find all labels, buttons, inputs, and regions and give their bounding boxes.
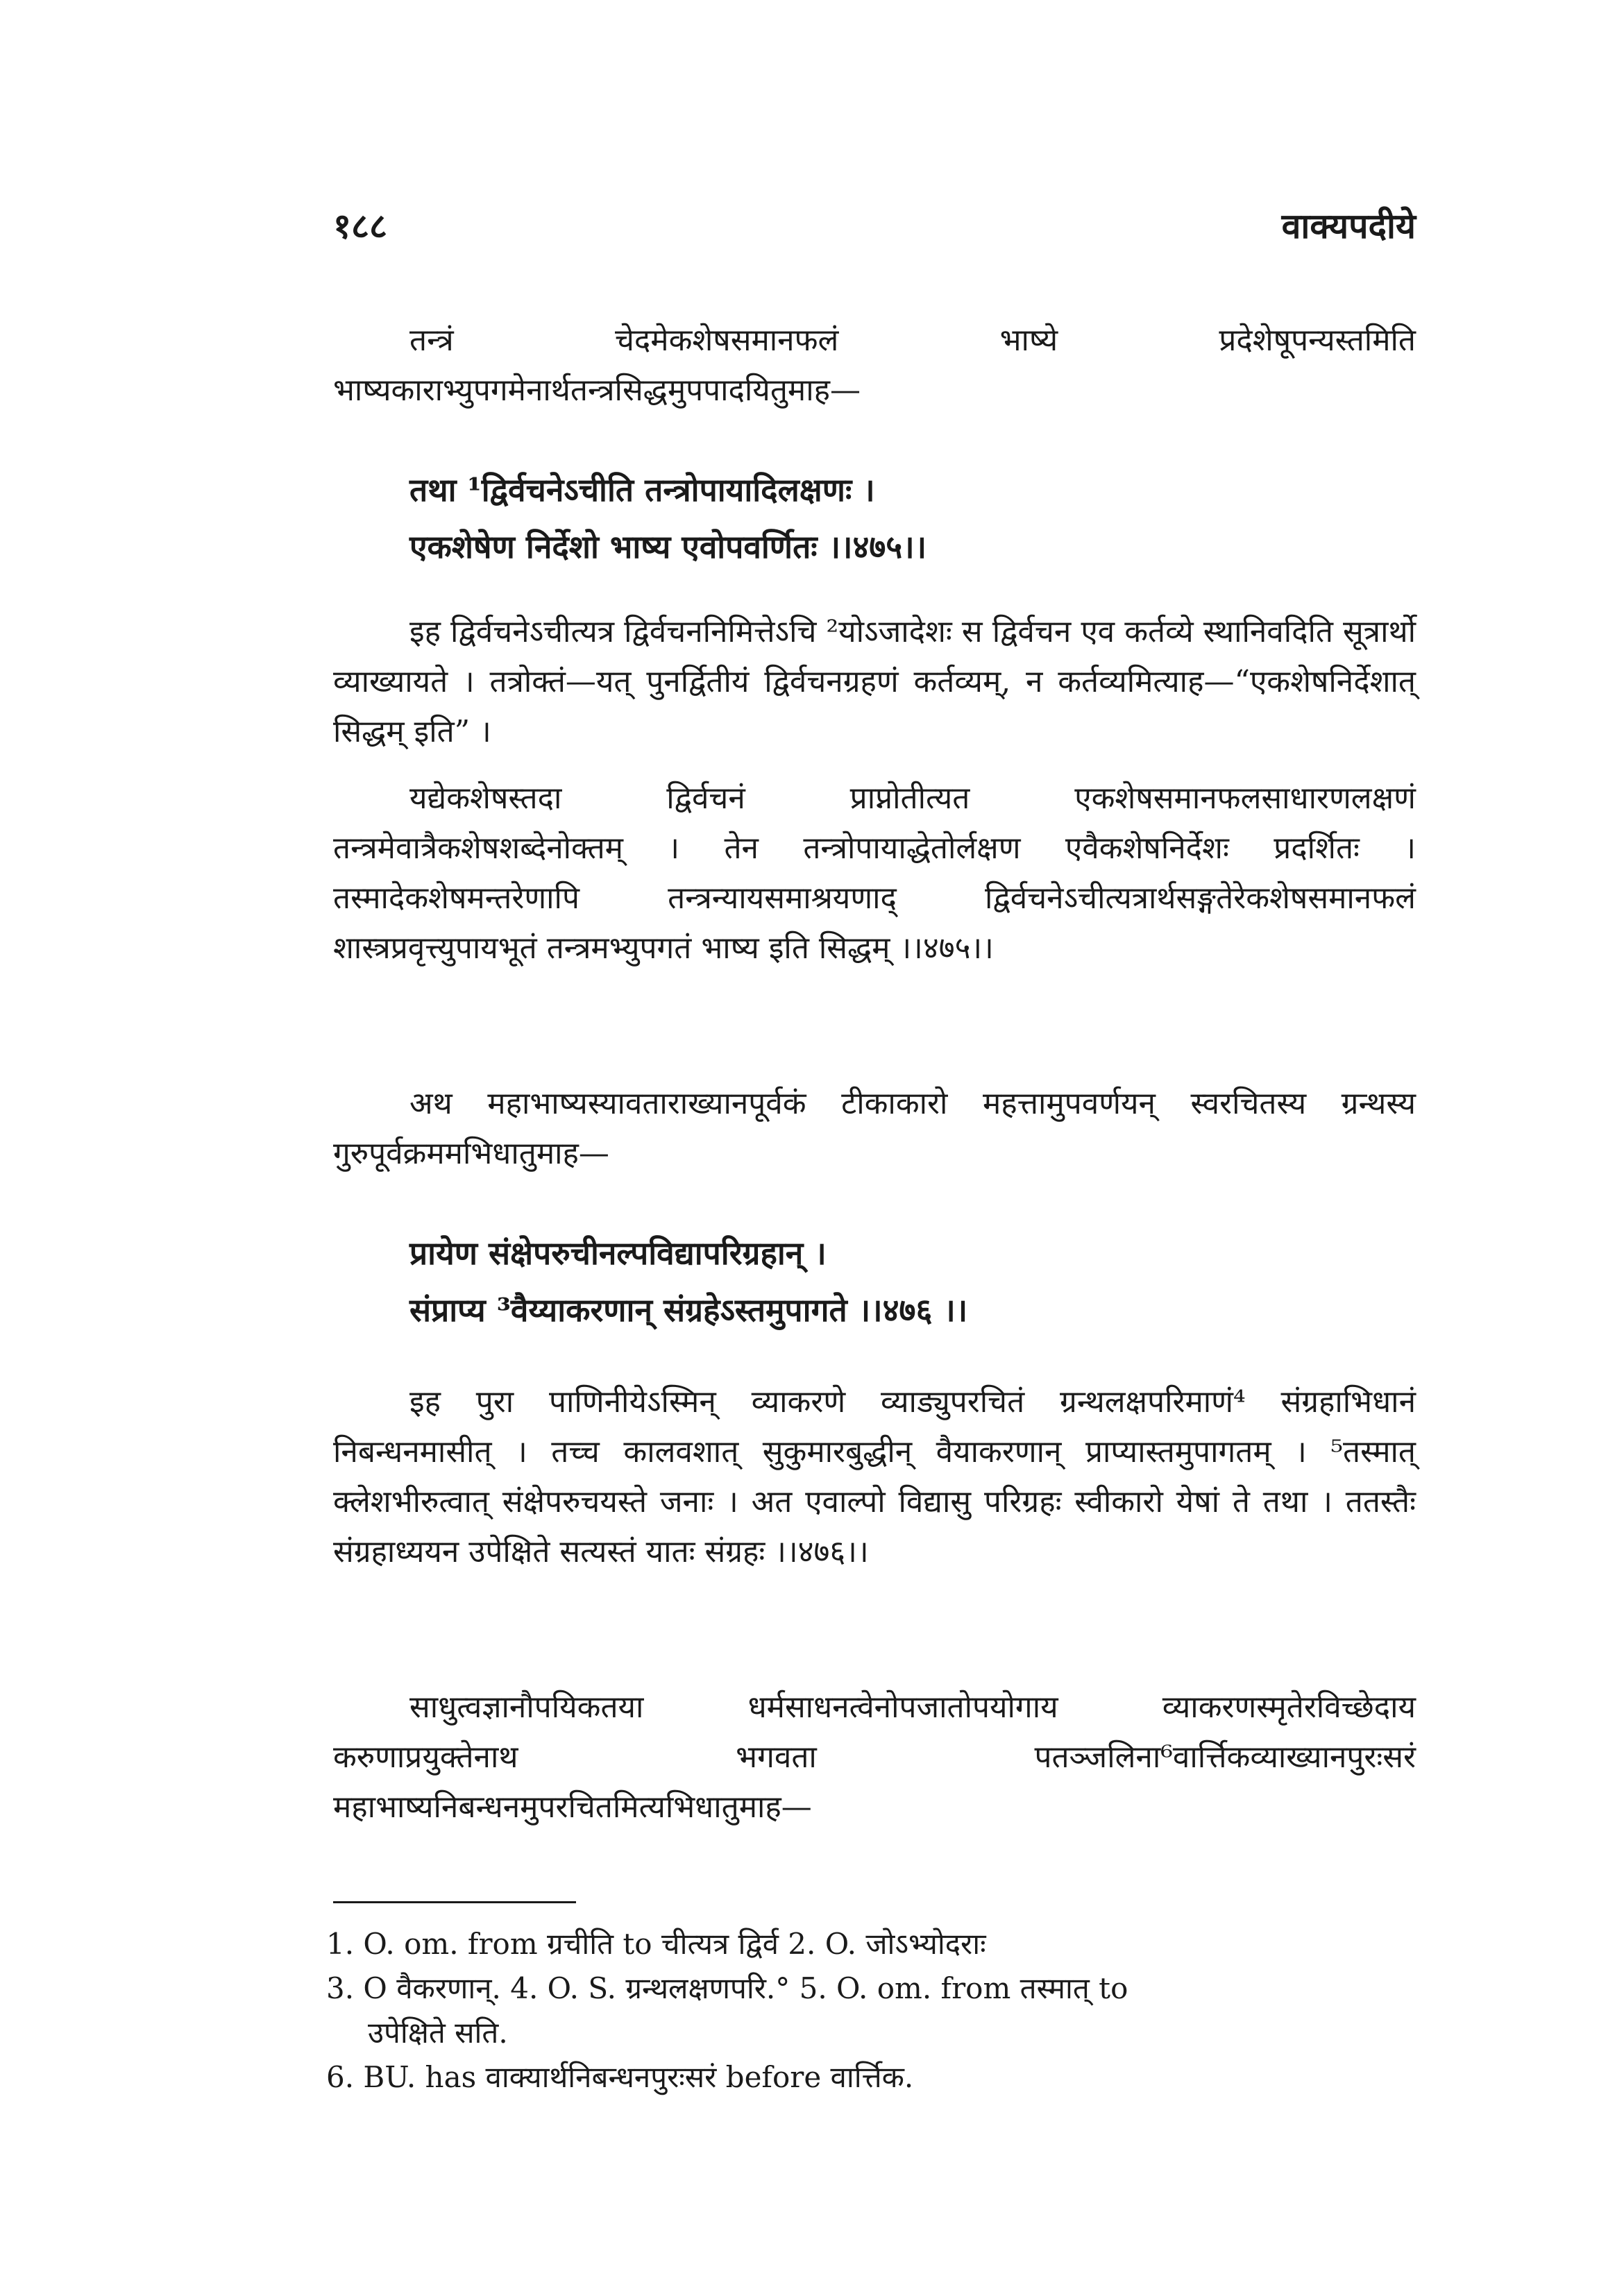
verse-476 — [409, 1225, 1409, 1338]
verse-475-line-1: तथा ¹द्विर्वचनेऽचीति तन्त्रोपायादिलक्षणः । — [409, 471, 875, 509]
page-number: १८८ — [333, 205, 387, 246]
running-title: वाक्यपदीये — [1281, 205, 1416, 246]
footnote-line-1: 1. O. om. from ग्रचीति to चीत्यत्र द्विर्व 2. O. जोऽभ्योदराः — [326, 1927, 986, 1961]
commentary-paragraph-3: यद्येकशेषस्तदा द्विर्वचनं प्राप्नोतीत्यत एकशेषसमानफलसाधारणलक्षणं तन्त्रमेवात्रैकशेषशब्देनोक्तम् । तेन तन्त्रोपायाद्धेतोर्लक्षण एवैकशेषनिर्देशः प्रदर्शितः । तस्मादेकशेषमन्तरेणापि तन्त्रन्यायसमाश्रयणाद् द्विर्वचनेऽचीत्यत्रार्थसङ्गतेरेकशेषसमानफलं शास्त्रप्रवृत्त्युपायभूतं तन्त्रमभ्युपगतं भाष्य इति सिद्धम् ।।४७५।। — [333, 781, 1416, 966]
footnotes — [326, 1922, 1423, 2100]
footnote-rule — [333, 1901, 576, 1903]
footnote-line-2: 3. O वैकरणान्. 4. O. S. ग्रन्थलक्षणपरि.° 5. O. om. from तस्मात् to — [326, 1971, 1128, 2005]
commentary-paragraph-1: तन्त्रं चेदमेकशेषसमानफलं भाष्ये प्रदेशेषूपन्यस्तमिति भाष्यकाराभ्युपगमेनार्थतन्त्रसिद्धमुपपादयितुमाह— — [333, 323, 1416, 408]
commentary-paragraph-2: इह द्विर्वचनेऽचीत्यत्र द्विर्वचननिमित्तेऽचि ²योऽजादेशः स द्विर्वचन एव कर्तव्ये स्थानिवदिति सूत्रार्थो व्याख्यायते । तत्रोक्तं—यत् पुनर्द्वितीयं द्विर्वचनग्रहणं कर्तव्यम्, न कर्तव्यमित्याह—“एकशेषनिर्देशात् सिद्धम् इति” । — [333, 614, 1416, 749]
commentary-paragraph-4: अथ महाभाष्यस्यावताराख्यानपूर्वकं टीकाकारो महत्तामुपवर्णयन् स्वरचितस्य ग्रन्थस्य गुरुपूर्वक्रममभिधातुमाह— — [333, 1086, 1416, 1171]
page-header — [333, 201, 1416, 264]
commentary-paragraph-5: इह पुरा पाणिनीयेऽस्मिन् व्याकरणे व्याड्युपरचितं ग्रन्थलक्षपरिमाणं⁴ संग्रहाभिधानं निबन्धनमासीत् । तच्च कालवशात् सुकुमारबुद्धीन् वैयाकरणान् प्राप्यास्तमुपागतम् । ⁵तस्मात् क्लेशभीरुत्वात् संक्षेपरुचयस्ते जनाः । अत एवाल्पो विद्यासु परिग्रहः स्वीकारो येषां ते तथा । ततस्तैः संग्रहाध्ययन उपेक्षिते सत्यस्तं यातः संग्रहः ।।४७६।। — [333, 1384, 1416, 1570]
footnote-line-4: 6. BU. has वाक्यार्थनिबन्धनपुरःसरं before वार्त्तिक. — [326, 2060, 914, 2094]
verse-475 — [409, 461, 1409, 575]
footnote-line-3: उपेक्षिते सति. — [368, 2016, 508, 2050]
verse-476-line-1: प्रायेण संक्षेपरुचीनल्पविद्यापरिग्रहान् । — [409, 1234, 827, 1272]
commentary-paragraph-6: साधुत्वज्ञानौपयिकतया धर्मसाधनत्वेनोपजातोपयोगाय व्याकरणस्मृतेरविच्छेदाय करुणाप्रयुक्तेनाथ भगवता पतञ्जलिना⁶वार्त्तिकव्याख्यानपुरःसरं महाभाष्यनिबन्धनमुपरचितमित्यभिधातुमाह— — [333, 1690, 1416, 1825]
verse-475-line-2: एकशेषेण निर्देशो भाष्य एवोपवर्णितः ।।४७५।। — [409, 528, 927, 566]
verse-476-line-2: संप्राप्य ³वैय्याकरणान् संग्रहेऽस्तमुपागते ।।४७६ ।। — [409, 1291, 968, 1329]
